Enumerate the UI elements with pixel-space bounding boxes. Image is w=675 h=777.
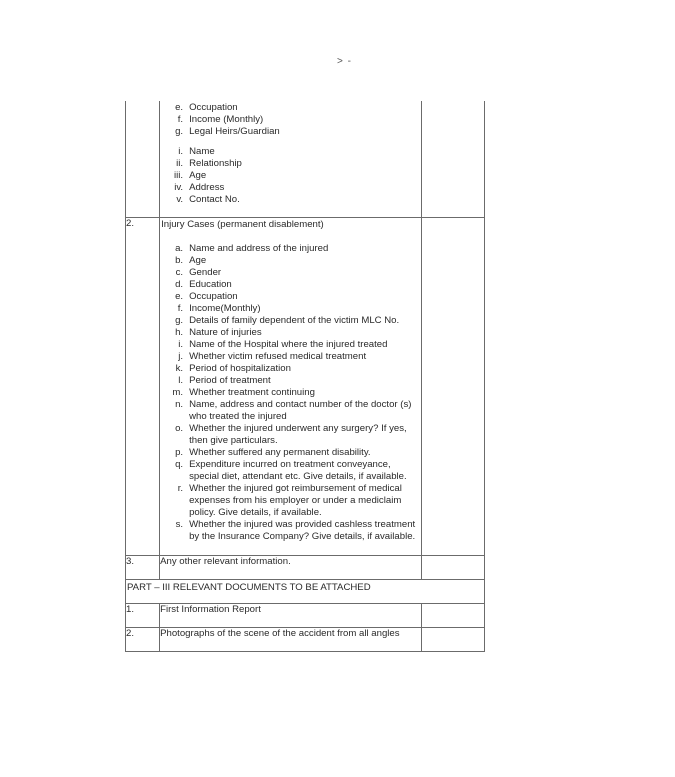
doc-row bbox=[126, 604, 485, 628]
item-marker: a. bbox=[175, 243, 184, 254]
item-marker: g. bbox=[175, 126, 184, 137]
continuation-row bbox=[126, 101, 485, 218]
item-text: Occupation bbox=[189, 291, 238, 302]
item-text: Expenditure incurred on treatment conveyance, special diet, attendant etc. Give details, if available. bbox=[189, 459, 407, 482]
item-marker: m. bbox=[172, 387, 184, 398]
list-item bbox=[160, 519, 421, 543]
item-text: Name and address of the injured bbox=[189, 243, 329, 254]
item-text: Age bbox=[189, 170, 207, 181]
row-number: 3. bbox=[126, 556, 160, 580]
item-text: Contact No. bbox=[189, 194, 240, 205]
row-number: 2. bbox=[126, 218, 160, 556]
item-marker: i. bbox=[178, 146, 184, 157]
doc-text: Photographs of the scene of the accident from all angles bbox=[160, 628, 422, 652]
item-marker: e. bbox=[175, 102, 184, 113]
list-item bbox=[160, 279, 421, 291]
item-marker: i. bbox=[178, 339, 184, 350]
row-number: 2. bbox=[126, 628, 160, 652]
list-item bbox=[160, 158, 421, 170]
item-text: Whether victim refused medical treatment bbox=[189, 351, 367, 362]
item-text: Whether suffered any permanent disability. bbox=[189, 447, 371, 458]
item-marker: v. bbox=[176, 194, 184, 205]
continuation-list-b bbox=[160, 146, 421, 206]
item-marker: g. bbox=[175, 315, 184, 326]
list-item bbox=[160, 291, 421, 303]
item-marker: p. bbox=[175, 447, 184, 458]
item-text: Address bbox=[189, 182, 225, 193]
item-marker: o. bbox=[175, 423, 184, 434]
blank-cell bbox=[421, 556, 484, 580]
number-cell bbox=[126, 101, 160, 218]
item-text: Period of hospitalization bbox=[189, 363, 291, 374]
continuation-content bbox=[160, 101, 422, 218]
doc-row bbox=[126, 628, 485, 652]
other-info-row bbox=[126, 556, 485, 580]
list-item bbox=[160, 182, 421, 194]
injury-title: Injury Cases (permanent disablement) bbox=[161, 219, 324, 230]
item-marker: f. bbox=[177, 114, 184, 125]
item-text: Age bbox=[189, 255, 207, 266]
list-item bbox=[160, 447, 421, 459]
list-item bbox=[160, 102, 421, 114]
list-item bbox=[160, 267, 421, 279]
item-text: Legal Heirs/Guardian bbox=[189, 126, 280, 137]
other-info-text: Any other relevant information. bbox=[160, 556, 422, 580]
part-three-row bbox=[126, 580, 485, 604]
blank-cell bbox=[421, 604, 484, 628]
item-text: Period of treatment bbox=[189, 375, 271, 386]
list-item bbox=[160, 363, 421, 375]
page-number-mark: > - bbox=[337, 56, 352, 67]
item-text: Whether the injured was provided cashless treatment by the Insurance Company? Give details, if available. bbox=[189, 519, 416, 542]
list-item bbox=[160, 327, 421, 339]
item-text: Name bbox=[189, 146, 215, 157]
item-marker: iv. bbox=[174, 182, 184, 193]
list-item bbox=[160, 126, 421, 138]
row-number: 1. bbox=[126, 604, 160, 628]
part-three-heading: PART – III RELEVANT DOCUMENTS TO BE ATTACHED bbox=[126, 580, 485, 604]
item-text: Nature of injuries bbox=[189, 327, 262, 338]
list-item bbox=[160, 351, 421, 363]
blank-cell bbox=[421, 628, 484, 652]
item-marker: q. bbox=[175, 459, 184, 470]
item-text: Gender bbox=[189, 267, 222, 278]
item-text: Relationship bbox=[189, 158, 242, 169]
item-marker: n. bbox=[175, 399, 184, 410]
list-item bbox=[160, 194, 421, 206]
item-text: Name of the Hospital where the injured treated bbox=[189, 339, 388, 350]
item-marker: h. bbox=[175, 327, 184, 338]
item-text: Whether the injured underwent any surgery? If yes, then give particulars. bbox=[189, 423, 407, 446]
item-text: Income(Monthly) bbox=[189, 303, 261, 314]
doc-text: First Information Report bbox=[160, 604, 422, 628]
item-text: Occupation bbox=[189, 102, 238, 113]
item-marker: b. bbox=[175, 255, 184, 266]
list-item bbox=[160, 243, 421, 255]
form-table bbox=[125, 101, 485, 652]
list-item bbox=[160, 146, 421, 158]
item-text: Education bbox=[189, 279, 232, 290]
injury-item-list bbox=[160, 243, 421, 543]
item-marker: j. bbox=[178, 351, 184, 362]
list-item bbox=[160, 114, 421, 126]
list-item bbox=[160, 303, 421, 315]
item-text: Name, address and contact number of the doctor (s) who treated the injured bbox=[189, 399, 412, 422]
item-text: Details of family dependent of the victim MLC No. bbox=[189, 315, 400, 326]
list-item bbox=[160, 170, 421, 182]
item-marker: ii. bbox=[176, 158, 184, 169]
blank-cell bbox=[421, 218, 484, 556]
item-marker: f. bbox=[177, 303, 184, 314]
item-marker: r. bbox=[177, 483, 184, 494]
item-text: Whether the injured got reimbursement of medical expenses from his employer or under a mediclaim policy. Give details, if available. bbox=[189, 483, 402, 518]
list-item bbox=[160, 399, 421, 423]
list-item bbox=[160, 255, 421, 267]
item-marker: e. bbox=[175, 291, 184, 302]
item-text: Whether treatment continuing bbox=[189, 387, 315, 398]
list-item bbox=[160, 423, 421, 447]
item-marker: l. bbox=[178, 375, 184, 386]
item-marker: k. bbox=[175, 363, 184, 374]
item-marker: c. bbox=[175, 267, 184, 278]
injury-content bbox=[160, 218, 422, 556]
item-marker: d. bbox=[175, 279, 184, 290]
item-marker: iii. bbox=[174, 170, 184, 181]
list-item bbox=[160, 459, 421, 483]
list-item bbox=[160, 387, 421, 399]
list-item bbox=[160, 315, 421, 327]
blank-cell bbox=[421, 101, 484, 218]
list-item bbox=[160, 375, 421, 387]
continuation-list-a bbox=[160, 102, 421, 138]
list-item bbox=[160, 483, 421, 519]
item-marker: s. bbox=[175, 519, 184, 530]
item-text: Income (Monthly) bbox=[189, 114, 264, 125]
injury-row bbox=[126, 218, 485, 556]
list-item bbox=[160, 339, 421, 351]
